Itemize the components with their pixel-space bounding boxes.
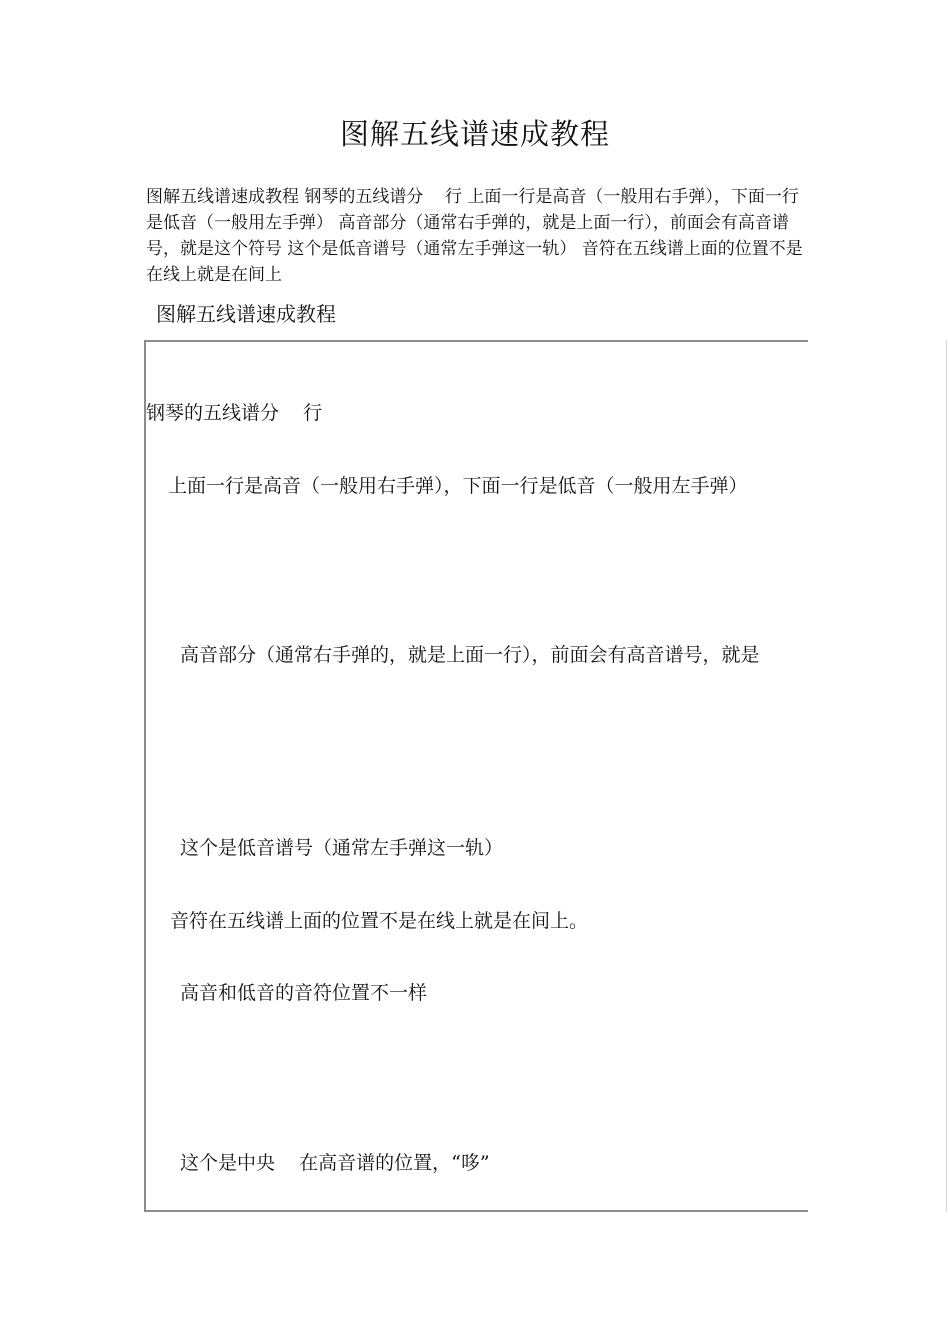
frame-line-middle-c: 这个是中央 在高音谱的位置，“哆”: [180, 1152, 490, 1174]
frame-line-note-position: 音符在五线谱上面的位置不是在线上就是在间上。: [170, 910, 589, 932]
frame-line-treble-clef: 高音部分（通常右手弹的，就是上面一行），前面会有高音谱号，就是: [180, 644, 760, 666]
frame-line-note-difference: 高音和低音的音符位置不一样: [180, 982, 428, 1004]
frame-line-treble-bass: 上面一行是高音（一般用右手弹），下面一行是低音（一般用左手弹）: [168, 475, 748, 497]
intro-paragraph: 图解五线谱速成教程 钢琴的五线谱分 行 上面一行是高音（一般用右手弹），下面一行是低音（一般用左手弹） 高音部分（通常右手弹的，就是上面一行），前面会有高音谱号，就是这个符号 这个是低音谱号（通常左手弹这一轨） 音符在五线谱上面的位置不是在线上就是在间上: [146, 187, 803, 285]
frame-line-staff-rows: 钢琴的五线谱分 行: [146, 402, 323, 424]
page-edge-line: [946, 340, 947, 1212]
page-title: 图解五线谱速成教程: [339, 117, 610, 151]
section-heading: 图解五线谱速成教程: [156, 302, 336, 326]
frame-line-bass-clef: 这个是低音谱号（通常左手弹这一轨）: [180, 837, 504, 859]
